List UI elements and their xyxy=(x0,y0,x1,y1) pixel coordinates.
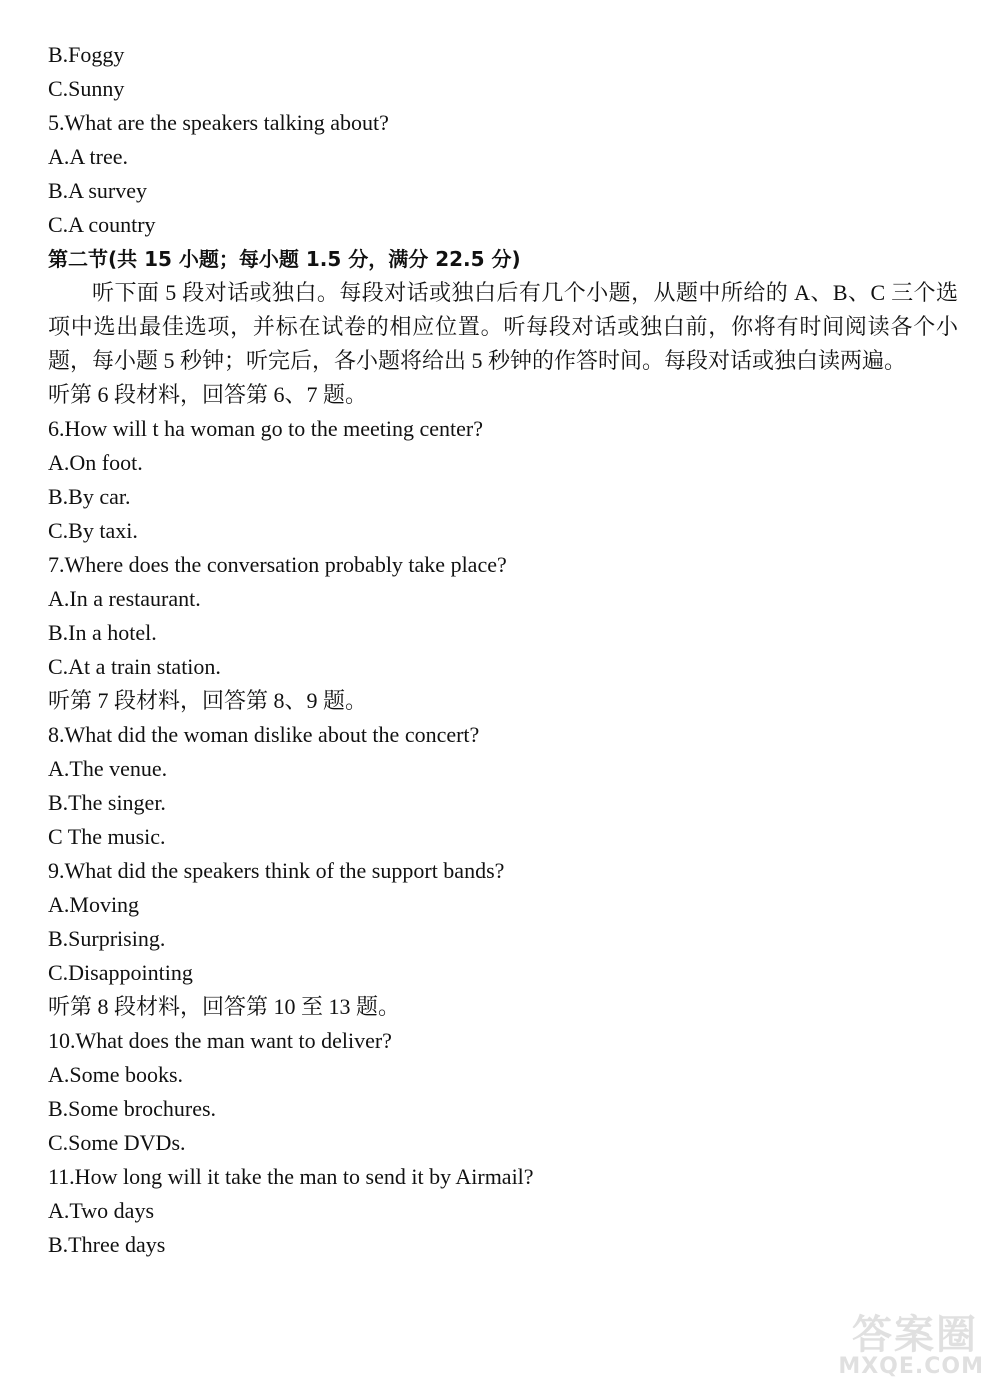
text-line: 7.Where does the conversation probably take place? xyxy=(48,552,507,577)
section-heading: 第二节(共 15 小题；每小题 1.5 分，满分 22.5 分) xyxy=(48,247,521,271)
text-line: 6.How will t ha woman go to the meeting center? xyxy=(48,416,483,441)
text-line: 9.What did the speakers think of the support bands? xyxy=(48,858,505,883)
text-line: C.At a train station. xyxy=(48,654,221,679)
text-line: 听第 6 段材料，回答第 6、7 题。 xyxy=(48,382,368,407)
text-line: C.Some DVDs. xyxy=(48,1130,186,1155)
instructions-paragraph: 听下面 5 段对话或独白。每段对话或独白后有几个小题，从题中所给的 A、B、C 三个选项中选出最佳选项，并标在试卷的相应位置。听每段对话或独白前，你将有时间阅读各个小题，每小题 5 秒钟；听完后，各小题将给出 5 秒钟的作答时间。每段对话或独白读两遍。 xyxy=(48,280,958,373)
text-line: C The music. xyxy=(48,824,166,849)
text-line: 8.What did the woman dislike about the concert? xyxy=(48,722,480,747)
text-line: C.By taxi. xyxy=(48,518,138,543)
text-line: 听第 8 段材料，回答第 10 至 13 题。 xyxy=(48,994,401,1019)
text-line: 听第 7 段材料，回答第 8、9 题。 xyxy=(48,688,368,713)
text-line: A.Two days xyxy=(48,1198,155,1223)
text-line: C.Sunny xyxy=(48,76,125,101)
text-line: B.Three days xyxy=(48,1232,166,1257)
text-line: 10.What does the man want to deliver? xyxy=(48,1028,392,1053)
text-line: A.Moving xyxy=(48,892,140,917)
text-line: A.The venue. xyxy=(48,756,168,781)
text-line: 11.How long will it take the man to send it by Airmail? xyxy=(48,1164,534,1189)
text-line: A.On foot. xyxy=(48,450,143,475)
document-page xyxy=(48,38,958,1262)
question-5: 5.What are the speakers talking about? xyxy=(48,110,389,135)
text-line: A.In a restaurant. xyxy=(48,586,201,611)
text-line: B.Some brochures. xyxy=(48,1096,217,1121)
option-c: C.A country xyxy=(48,212,156,237)
text-line: B.Foggy xyxy=(48,42,125,67)
watermark-bottom-text: MXQE.COM xyxy=(838,1354,984,1379)
text-line: C.Disappointing xyxy=(48,960,193,985)
option-b: B.A survey xyxy=(48,178,147,203)
text-line: B.The singer. xyxy=(48,790,166,815)
text-line: B.In a hotel. xyxy=(48,620,157,645)
text-line: B.Surprising. xyxy=(48,926,166,951)
watermark-top-text: 答案圈 xyxy=(852,1312,978,1358)
text-line: B.By car. xyxy=(48,484,131,509)
option-a: A.A tree. xyxy=(48,144,129,169)
text-line: A.Some books. xyxy=(48,1062,184,1087)
watermark-logo xyxy=(828,1303,988,1379)
